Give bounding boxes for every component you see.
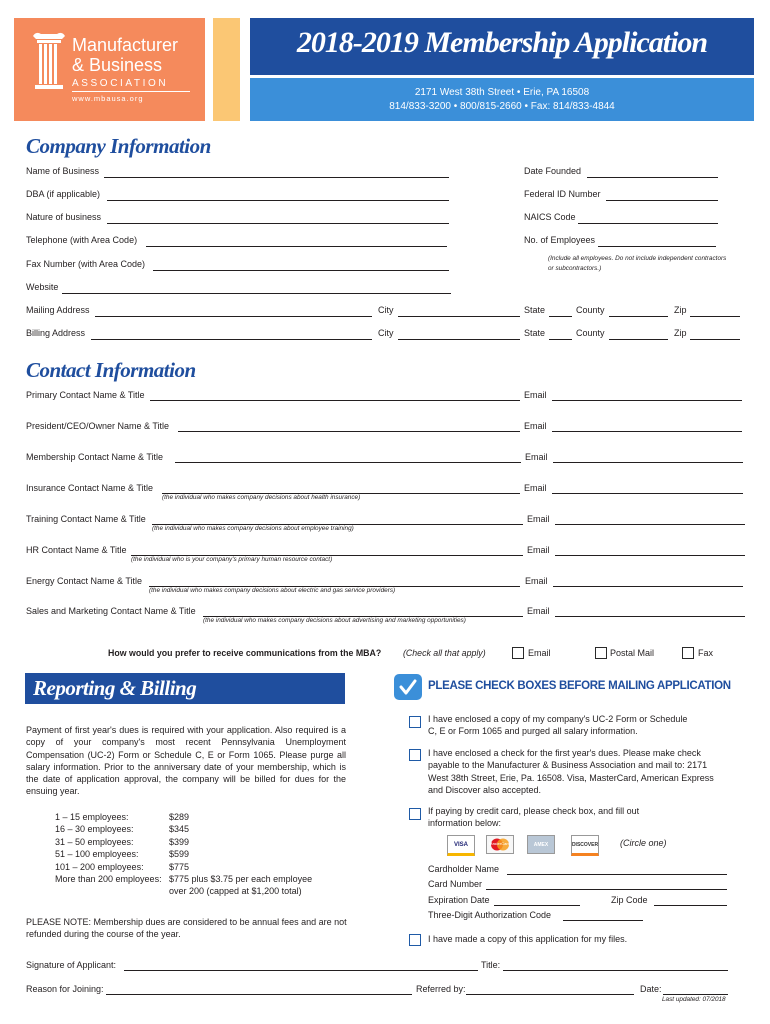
num-employees-label: No. of Employees xyxy=(524,235,596,245)
energy-note: (the individual who makes company decisions about electric and gas service providers) xyxy=(149,587,396,594)
primary-email-label: Email xyxy=(524,390,547,400)
auth-code-label: Three-Digit Authorization Code xyxy=(428,910,552,920)
cardholder-label: Cardholder Name xyxy=(428,864,500,874)
zip-code-label: Zip Code xyxy=(611,895,648,905)
card-number-field[interactable] xyxy=(486,889,727,890)
primary-contact-label: Primary Contact Name & Title xyxy=(26,390,145,400)
card-number-label: Card Number xyxy=(428,879,483,889)
tier-price: $775 plus $3.75 per each employee xyxy=(169,873,313,884)
mailing-state-label: State xyxy=(524,305,546,315)
dba-label: DBA (if applicable) xyxy=(26,189,101,199)
billing-zip-label: Zip xyxy=(674,328,687,338)
insurance-note: (the individual who makes company decisions about health insurance) xyxy=(162,494,361,501)
pref-fax-label: Fax xyxy=(698,648,714,658)
telephone-field[interactable] xyxy=(146,246,447,247)
checklist-item2-text: I have enclosed a check for the first year's dues. Please make check payable to the Manufacturer & Business Association and mail to: 2171 West 38th Street, Erie, Pa. 16508. Visa, MasterCard, American Express and Discover also accepted. xyxy=(428,748,714,795)
auth-code-field[interactable] xyxy=(563,920,643,921)
tier-range: 1 – 15 employees: xyxy=(55,812,129,822)
tier-row xyxy=(55,836,355,848)
billing-city-field[interactable] xyxy=(398,339,520,340)
mailing-county-field[interactable] xyxy=(609,316,668,317)
mailing-city-field[interactable] xyxy=(398,316,520,317)
tier-row xyxy=(55,873,355,885)
tier-price: $345 xyxy=(169,824,190,835)
membership-note: PLEASE NOTE: Membership dues are considered to be annual fees and are not refunded during the course of the year. xyxy=(26,917,347,940)
billing-heading: Reporting & Billing xyxy=(33,676,197,700)
billing-paragraph: Payment of first year's dues is required with your application. Also required is a copy of your company's most recent Pennsylvania Unemployment Compensation (UC-2) Form or Schedule C, E or Form 1065. Please purge all salary information. Prior to the anniversary date of your membership, which is the date of application approval, the company will be billed for dues for the ensuing year. xyxy=(26,725,346,797)
membership-contact-field[interactable] xyxy=(175,462,521,463)
pref-fax-checkbox[interactable] xyxy=(682,647,694,659)
federal-id-label: Federal ID Number xyxy=(524,189,601,199)
tier-range: More than 200 employees: xyxy=(55,873,162,884)
referred-label: Referred by: xyxy=(416,984,466,994)
employees-note: (Include all employees. Do not include independent contractors or subcontractors.) xyxy=(548,255,727,272)
circle-one-hint: (Circle one) xyxy=(620,838,667,848)
billing-zip-field[interactable] xyxy=(690,339,740,340)
mailing-state-field[interactable] xyxy=(549,316,572,317)
checklist-item4-checkbox[interactable] xyxy=(409,934,421,946)
fax-label: Fax Number (with Area Code) xyxy=(26,259,146,269)
tier-price: $399 xyxy=(169,836,190,847)
communication-question: How would you prefer to receive communications from the MBA? xyxy=(108,648,382,658)
membership-contact-label: Membership Contact Name & Title xyxy=(26,452,164,462)
tier-row xyxy=(55,811,355,823)
card-amex[interactable]: AMEX xyxy=(527,835,555,854)
pref-email-checkbox[interactable] xyxy=(512,647,524,659)
billing-state-label: State xyxy=(524,328,546,338)
training-note: (the individual who makes company decisions about employee training) xyxy=(152,525,354,532)
pref-postal-checkbox[interactable] xyxy=(595,647,607,659)
signature-title-label: Title: xyxy=(481,960,501,970)
org-name-line3: ASSOCIATION xyxy=(72,78,169,89)
naics-label: NAICS Code xyxy=(524,212,576,222)
nature-of-business-label: Nature of business xyxy=(26,212,102,222)
fax-field[interactable] xyxy=(153,270,449,271)
column-logo-icon xyxy=(32,30,66,92)
name-of-business-label: Name of Business xyxy=(26,166,100,176)
sales-note: (the individual who makes company decisions about advertising and marketing opportunities) xyxy=(203,617,466,624)
tier-row xyxy=(55,848,355,860)
date-field[interactable] xyxy=(663,994,728,995)
pref-postal-label: Postal Mail xyxy=(610,648,655,658)
dba-field[interactable] xyxy=(107,200,449,201)
nature-of-business-field[interactable] xyxy=(107,223,449,224)
president-contact-field[interactable] xyxy=(178,431,520,432)
billing-county-field[interactable] xyxy=(609,339,668,340)
reason-label: Reason for Joining: xyxy=(26,984,104,994)
checklist-item3-checkbox[interactable] xyxy=(409,808,421,820)
communication-hint: (Check all that apply) xyxy=(403,648,486,658)
sales-email-field[interactable] xyxy=(555,616,745,617)
title-banner xyxy=(250,18,754,75)
mailing-zip-label: Zip xyxy=(674,305,687,315)
hr-note: (the individual who is your company's primary human resource contact) xyxy=(131,556,333,563)
federal-id-field[interactable] xyxy=(606,200,718,201)
checklist-item4-text: I have made a copy of this application for my files. xyxy=(428,934,628,944)
website-field[interactable] xyxy=(62,293,451,294)
org-divider xyxy=(72,91,190,92)
zip-code-field[interactable] xyxy=(654,905,727,906)
primary-contact-field[interactable] xyxy=(150,400,520,401)
referred-field[interactable] xyxy=(466,994,634,995)
date-founded-field[interactable] xyxy=(587,177,718,178)
cardholder-field[interactable] xyxy=(507,874,727,875)
tier-range: 31 – 50 employees: xyxy=(55,836,134,847)
checklist-item3-text: If paying by credit card, please check box, and fill out information below: xyxy=(428,806,640,829)
org-url: www.mbausa.org xyxy=(72,94,144,103)
training-email-label: Email xyxy=(527,514,550,524)
insurance-email-label: Email xyxy=(524,483,547,493)
sales-email-label: Email xyxy=(527,606,550,616)
signature-title-field[interactable] xyxy=(503,970,728,971)
mailing-address-label: Mailing Address xyxy=(26,305,90,315)
tier-range: 51 – 100 employees: xyxy=(55,849,139,860)
checklist-item1-text: I have enclosed a copy of my company's UC-2 Form or Schedule C, E or Form 1065 and purged all salary information. xyxy=(428,714,688,737)
checklist-item1-checkbox[interactable] xyxy=(409,716,421,728)
logo-block xyxy=(14,18,205,121)
tier-range: 16 – 30 employees: xyxy=(55,824,134,835)
org-name-line2: & Business xyxy=(72,55,163,75)
checklist-item2-checkbox[interactable] xyxy=(409,749,421,761)
hr-email-field[interactable] xyxy=(555,555,745,556)
billing-heading-bar xyxy=(25,673,345,704)
billing-city-label: City xyxy=(378,328,394,338)
sales-contact-label: Sales and Marketing Contact Name & Title xyxy=(26,606,196,616)
tier-row xyxy=(55,823,355,835)
insurance-email-field[interactable] xyxy=(552,493,743,494)
tier-row xyxy=(55,861,355,873)
mailing-zip-field[interactable] xyxy=(690,316,740,317)
phone-line: 814/833-3200 • 800/815-2660 • Fax: 814/833-4844 xyxy=(389,101,615,112)
company-heading: Company Information xyxy=(26,134,211,158)
primary-email-field[interactable] xyxy=(552,400,742,401)
expiration-field[interactable] xyxy=(494,905,580,906)
mailing-address-field[interactable] xyxy=(95,316,372,317)
card-visa[interactable]: VISA xyxy=(447,835,475,856)
training-email-field[interactable] xyxy=(555,524,745,525)
org-name-line1: Manufacturer xyxy=(72,35,179,55)
training-contact-label: Training Contact Name & Title xyxy=(26,514,146,524)
dues-table xyxy=(55,811,355,898)
insurance-contact-label: Insurance Contact Name & Title xyxy=(26,483,154,493)
big-check-icon xyxy=(394,674,422,700)
naics-field[interactable] xyxy=(578,223,718,224)
president-email-label: Email xyxy=(524,421,547,431)
signature-field[interactable] xyxy=(124,970,478,971)
president-contact-label: President/CEO/Owner Name & Title xyxy=(26,421,170,431)
energy-email-field[interactable] xyxy=(553,586,743,587)
yellow-accent-bar xyxy=(213,18,240,121)
tier-price: $599 xyxy=(169,849,190,860)
membership-email-field[interactable] xyxy=(553,462,743,463)
tier-price: $289 xyxy=(169,812,190,822)
date-label: Date: xyxy=(640,984,662,994)
contact-heading: Contact Information xyxy=(26,358,196,382)
energy-email-label: Email xyxy=(525,576,548,586)
hr-email-label: Email xyxy=(527,545,550,555)
mailing-city-label: City xyxy=(378,305,394,315)
mastercard-label: MasterCard xyxy=(489,841,510,846)
billing-county-label: County xyxy=(576,328,605,338)
tier-range: 101 – 200 employees: xyxy=(55,861,144,872)
website-label: Website xyxy=(26,282,59,292)
billing-address-field[interactable] xyxy=(91,339,372,340)
address-line: 2171 West 38th Street • Erie, PA 16508 xyxy=(414,87,590,98)
membership-email-label: Email xyxy=(525,452,548,462)
tier-price: $775 xyxy=(169,861,190,872)
billing-address-label: Billing Address xyxy=(26,328,86,338)
date-founded-label: Date Founded xyxy=(524,166,582,176)
billing-state-field[interactable] xyxy=(549,339,572,340)
num-employees-field[interactable] xyxy=(598,246,716,247)
page-title: 2018-2019 Membership Application xyxy=(296,26,708,59)
pref-email-label: Email xyxy=(528,648,551,658)
address-banner xyxy=(250,78,754,121)
reason-field[interactable] xyxy=(106,994,412,995)
card-discover[interactable]: DISCOVER xyxy=(571,835,599,856)
signature-label: Signature of Applicant: xyxy=(26,960,117,970)
checklist-heading: PLEASE CHECK BOXES BEFORE MAILING APPLICATION xyxy=(428,680,731,692)
president-email-field[interactable] xyxy=(552,431,742,432)
name-of-business-field[interactable] xyxy=(104,177,449,178)
energy-contact-label: Energy Contact Name & Title xyxy=(26,576,143,586)
tier-extra: over 200 (capped at $1,200 total) xyxy=(169,886,302,897)
telephone-label: Telephone (with Area Code) xyxy=(26,235,138,245)
mailing-county-label: County xyxy=(576,305,605,315)
expiration-label: Expiration Date xyxy=(428,895,490,905)
last-updated: Last updated: 07/2018 xyxy=(662,996,726,1003)
hr-contact-label: HR Contact Name & Title xyxy=(26,545,127,555)
